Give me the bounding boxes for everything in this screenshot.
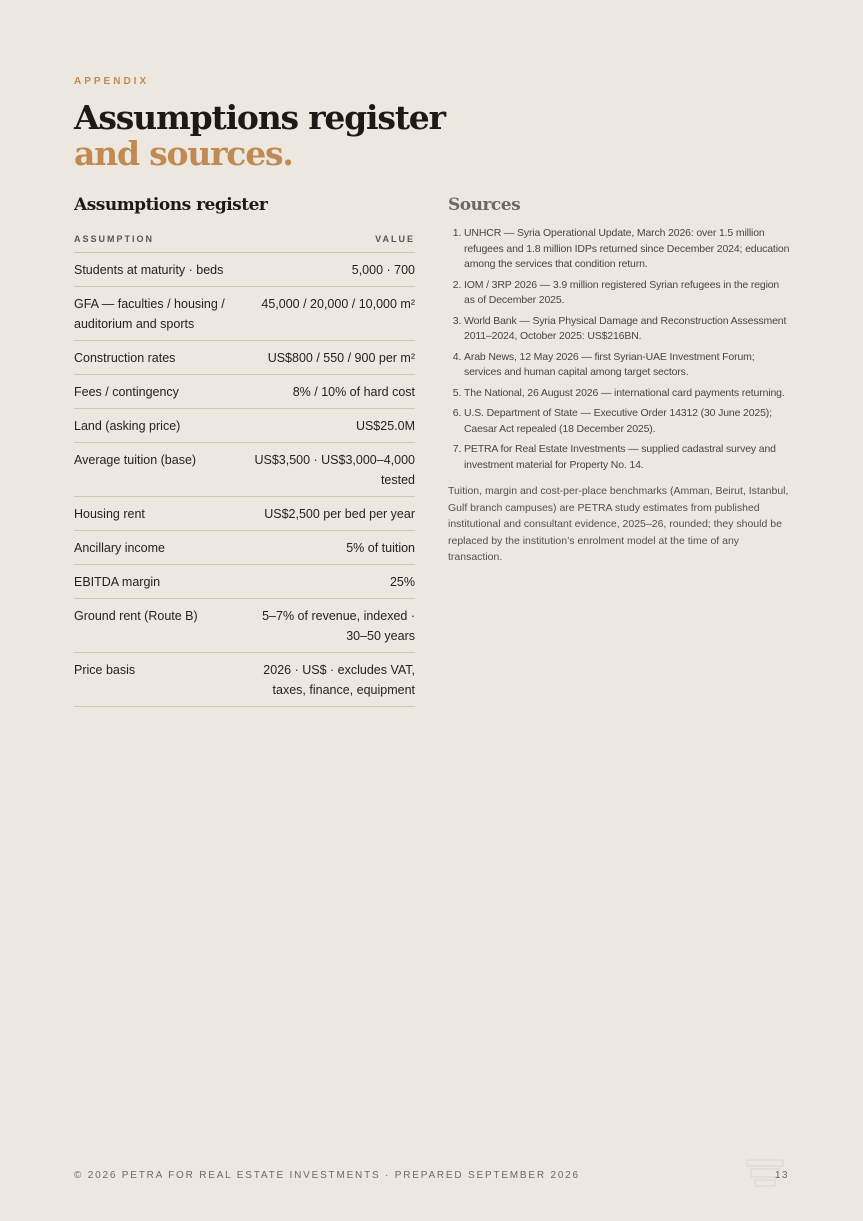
page-title	[74, 100, 445, 172]
table-row	[74, 531, 415, 565]
table-row	[74, 341, 415, 375]
assumption-label: Ancillary income	[74, 541, 166, 555]
sources-section	[448, 194, 791, 576]
assumption-label: Housing rent	[74, 507, 145, 521]
assumption-label: Construction rates	[74, 351, 176, 365]
table-row	[74, 653, 415, 707]
assumption-label: Ground rent (Route B)	[74, 609, 198, 623]
table-row	[74, 375, 415, 409]
assumption-label: Fees / contingency	[74, 385, 179, 399]
assumption-value: US$2,500 per bed per year	[264, 507, 415, 521]
assumption-value: 2026 · US$ · excludes VAT, taxes, finance, equipment	[263, 663, 415, 697]
col-assumption-header: ASSUMPTION	[74, 234, 155, 244]
assumption-value: 8% / 10% of hard cost	[292, 385, 415, 399]
benchmark-note: Tuition, margin and cost-per-place benchmarks (Amman, Beirut, Istanbul, Gulf branch campuses) are PETRA study estimates from published institutional and consultant evidence, 2025–26, rounded; they should be replaced by the institution’s enrolment model at the time of any transaction.	[448, 485, 789, 563]
assumption-label: EBITDA margin	[74, 575, 161, 589]
assumption-label: Land (asking price)	[74, 419, 181, 433]
sources-heading: Sources	[448, 195, 521, 215]
col-value-header: VALUE	[375, 234, 415, 244]
assumption-label: GFA — faculties / housing / auditorium and sports	[74, 297, 225, 331]
page-number: 13	[774, 1170, 789, 1181]
assumption-value: 5,000 · 700	[351, 263, 415, 277]
source-item: 6. U.S. Department of State — Executive Order 14312 (30 June 2025); Caesar Act repealed (18 December 2025).	[464, 406, 791, 437]
source-item: 5. The National, 26 August 2026 — international card payments returning.	[464, 386, 791, 402]
assumption-value: US$800 / 550 / 900 per m²	[267, 351, 415, 365]
page-title-line1: Assumptions register	[74, 98, 445, 137]
source-item: 2. IOM / 3RP 2026 — 3.9 million registered Syrian refugees in the region as of December 2025.	[464, 278, 791, 309]
table-row	[74, 599, 415, 653]
assumption-value: 25%	[389, 575, 415, 589]
source-item: 7. PETRA for Real Estate Investments — supplied cadastral survey and investment material for Property No. 14.	[464, 442, 791, 473]
assumption-value: 45,000 / 20,000 / 10,000 m²	[261, 297, 415, 311]
assumption-value: US$3,500 · US$3,000–4,000 tested	[254, 453, 415, 487]
table-row	[74, 443, 415, 497]
assumptions-section	[74, 194, 415, 707]
assumptions-heading: Assumptions register	[74, 195, 268, 215]
assumption-value: 5% of tuition	[346, 541, 415, 555]
page-title-line2: and sources.	[74, 134, 293, 173]
source-item: 1. UNHCR — Syria Operational Update, March 2026: over 1.5 million refugees and 1.8 million IDPs returned since December 2024; education among the services that condition return.	[464, 226, 791, 273]
assumption-label: Students at maturity · beds	[74, 263, 224, 277]
source-item: 3. World Bank — Syria Physical Damage and Reconstruction Assessment 2011–2024, October 2025: US$216BN.	[464, 314, 791, 345]
footer-copyright: © 2026 PETRA FOR REAL ESTATE INVESTMENTS · PREPARED SEPTEMBER 2026	[74, 1170, 580, 1181]
assumption-value: US$25.0M	[355, 419, 415, 433]
assumptions-table-header	[74, 234, 415, 253]
assumption-label: Price basis	[74, 663, 136, 677]
table-row	[74, 253, 415, 287]
section-eyebrow: APPENDIX	[74, 76, 150, 87]
table-row	[74, 565, 415, 599]
table-row	[74, 287, 415, 341]
assumptions-table-body	[74, 253, 415, 707]
table-row	[74, 497, 415, 531]
assumption-label: Average tuition (base)	[74, 453, 197, 467]
source-item: 4. Arab News, 12 May 2026 — first Syrian-UAE Investment Forum; services and human capital among target sectors.	[464, 350, 791, 381]
assumption-value: 5–7% of revenue, indexed · 30–50 years	[262, 609, 415, 643]
sources-list	[448, 226, 791, 473]
table-row	[74, 409, 415, 443]
